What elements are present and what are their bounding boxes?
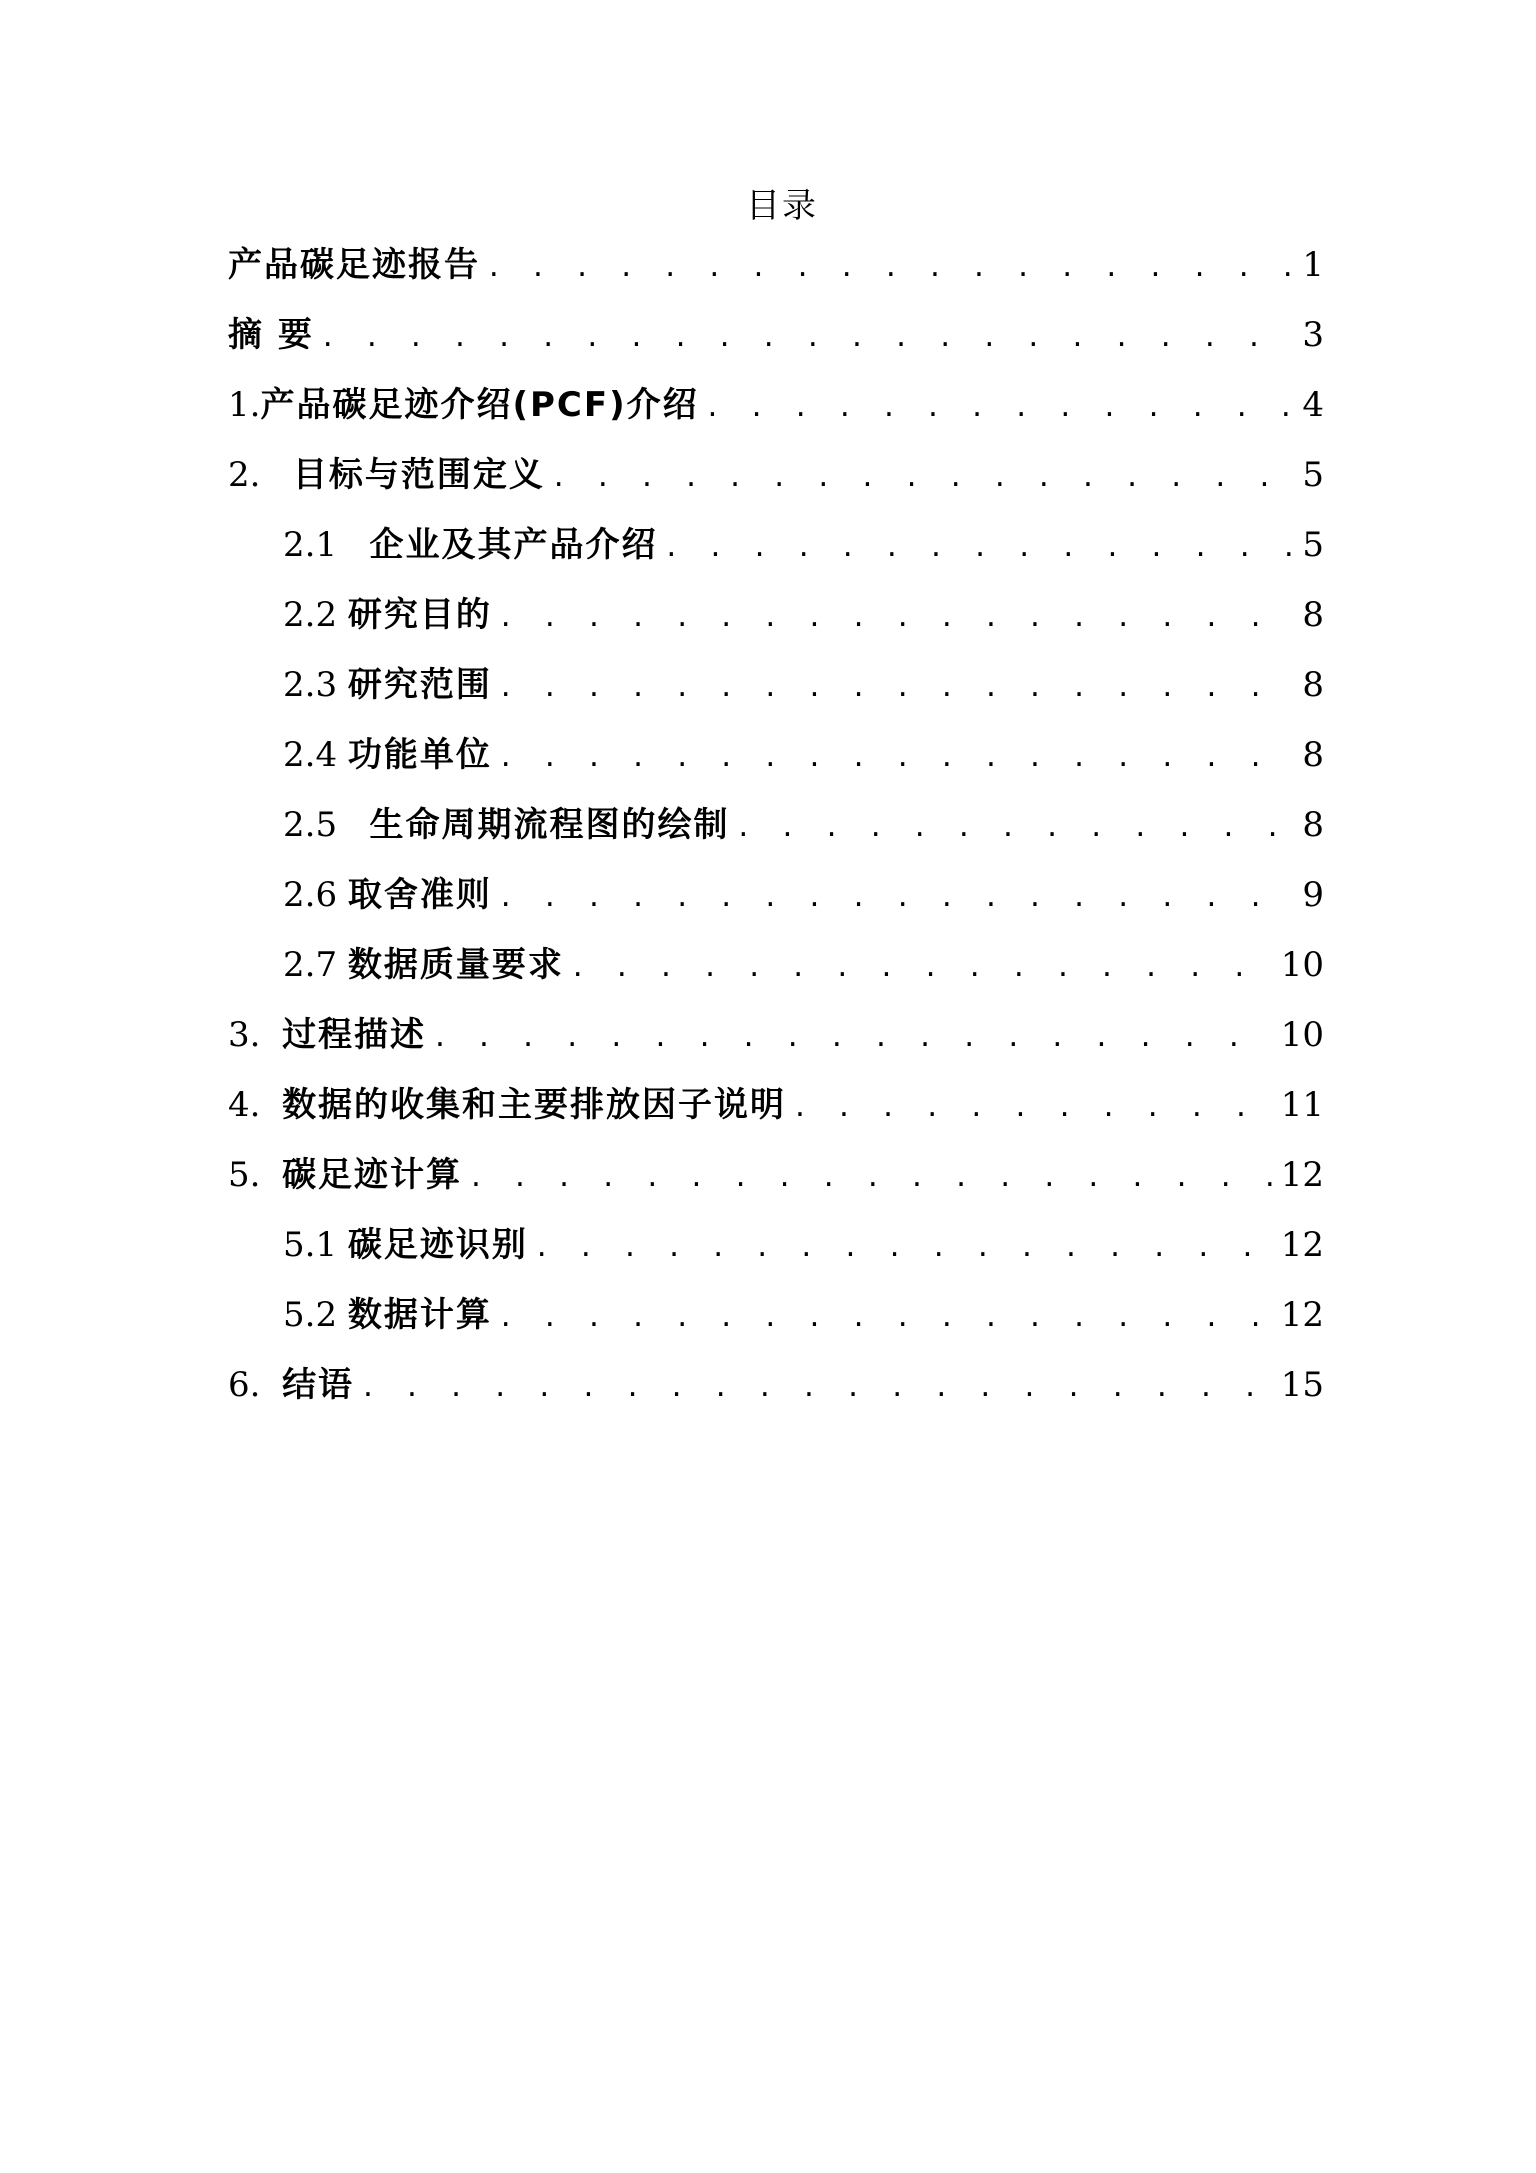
dot-leader	[320, 303, 1297, 373]
toc-list	[228, 230, 1324, 1420]
toc-entry-title[interactable]: 碳足迹计算	[282, 1155, 463, 1195]
toc-entry-page[interactable]: 11	[1280, 1085, 1324, 1125]
toc-entry-title[interactable]: 过程描述	[282, 1015, 427, 1055]
toc-entry-page[interactable]: 10	[1280, 1015, 1324, 1055]
toc-entry[interactable]	[228, 1350, 1324, 1420]
toc-entry[interactable]	[228, 1140, 1324, 1210]
toc-entry-number: 5.	[228, 1155, 283, 1195]
toc-entry-page[interactable]: 12	[1280, 1295, 1324, 1335]
toc-entry-title[interactable]: 数据计算	[347, 1295, 492, 1335]
toc-entry-page[interactable]: 10	[1280, 945, 1324, 985]
toc-entry[interactable]	[228, 1070, 1324, 1140]
dot-leader	[792, 1073, 1275, 1143]
toc-entry-title[interactable]: 企业及其产品介绍	[369, 525, 658, 565]
dot-leader	[551, 443, 1296, 513]
toc-entry-title[interactable]: 数据的收集和主要排放因子说明	[282, 1085, 787, 1125]
toc-entry-page[interactable]: 8	[1302, 665, 1324, 705]
toc-entry[interactable]	[228, 790, 1324, 860]
toc-entry-number: 2.	[228, 455, 293, 495]
toc-entry-page[interactable]: 8	[1302, 805, 1324, 845]
toc-entry[interactable]	[228, 370, 1324, 440]
dot-leader	[498, 583, 1296, 653]
dot-leader	[498, 653, 1296, 723]
dot-leader	[432, 1003, 1275, 1073]
toc-entry-title[interactable]: 产品碳足迹报告	[228, 245, 480, 285]
toc-entry-number: 5.2	[283, 1295, 348, 1335]
toc-entry-number: 2.7	[283, 945, 348, 985]
toc-entry[interactable]	[228, 1000, 1324, 1070]
dot-leader	[468, 1143, 1275, 1213]
toc-entry-number: 2.5	[283, 805, 370, 845]
toc-entry-number: 5.1	[283, 1225, 348, 1265]
toc-entry-number: 2.1	[283, 525, 370, 565]
toc-entry[interactable]	[228, 650, 1324, 720]
toc-entry-title[interactable]: 摘 要	[228, 315, 314, 355]
toc-entry-page[interactable]: 8	[1302, 595, 1324, 635]
toc-entry-title[interactable]: 生命周期流程图的绘制	[369, 805, 730, 845]
dot-leader	[498, 1283, 1275, 1353]
toc-entry[interactable]	[228, 230, 1324, 300]
toc-entry-title[interactable]: 数据质量要求	[347, 945, 564, 985]
toc-entry-title[interactable]: 目标与范围定义	[292, 455, 545, 495]
toc-entry-page[interactable]: 15	[1280, 1365, 1324, 1405]
toc-entry-title[interactable]: 研究目的	[347, 595, 492, 635]
dot-leader	[736, 793, 1297, 863]
toc-entry-page[interactable]: 12	[1280, 1155, 1324, 1195]
dot-leader	[534, 1213, 1275, 1283]
toc-entry[interactable]	[228, 440, 1324, 510]
toc-entry-page[interactable]: 4	[1302, 385, 1324, 425]
toc-entry-page[interactable]: 9	[1302, 875, 1324, 915]
toc-entry-page[interactable]: 5	[1302, 525, 1324, 565]
toc-entry-page[interactable]: 5	[1302, 455, 1324, 495]
toc-entry-title[interactable]: 功能单位	[347, 735, 492, 775]
dot-leader	[498, 863, 1296, 933]
toc-entry-title[interactable]: 结语	[282, 1365, 355, 1405]
toc-entry-page[interactable]: 12	[1280, 1225, 1324, 1265]
toc-entry-number: 2.6	[283, 875, 348, 915]
toc-entry-number: 2.3	[283, 665, 348, 705]
toc-entry[interactable]	[228, 300, 1324, 370]
toc-entry-title[interactable]: 碳足迹识别	[347, 1225, 528, 1265]
toc-entry[interactable]	[228, 860, 1324, 930]
toc-entry-page[interactable]: 3	[1302, 315, 1324, 355]
toc-entry-number: 1.	[228, 385, 261, 425]
dot-leader	[664, 513, 1297, 583]
dot-leader	[498, 723, 1296, 793]
toc-entry-number: 2.2	[283, 595, 348, 635]
toc-entry-number: 3.	[228, 1015, 283, 1055]
toc-entry[interactable]	[228, 580, 1324, 650]
toc-entry[interactable]	[228, 1280, 1324, 1350]
dot-leader	[486, 233, 1296, 303]
toc-entry[interactable]	[228, 510, 1324, 580]
toc-entry-page[interactable]: 1	[1302, 245, 1324, 285]
toc-title: 目录	[746, 186, 818, 226]
toc-entry-number: 2.4	[283, 735, 348, 775]
toc-entry[interactable]	[228, 1210, 1324, 1280]
toc-entry-number: 6.	[228, 1365, 283, 1405]
toc-entry-page[interactable]: 8	[1302, 735, 1324, 775]
toc-entry-title[interactable]: 取舍准则	[347, 875, 492, 915]
dot-leader	[360, 1353, 1275, 1423]
toc-entry-title[interactable]: 研究范围	[347, 665, 492, 705]
dot-leader	[570, 933, 1275, 1003]
toc-entry-title[interactable]: 产品碳足迹介绍(PCF)介绍	[260, 385, 699, 425]
toc-entry[interactable]	[228, 930, 1324, 1000]
toc-entry[interactable]	[228, 720, 1324, 790]
toc-entry-number: 4.	[228, 1085, 283, 1125]
dot-leader	[705, 373, 1297, 443]
